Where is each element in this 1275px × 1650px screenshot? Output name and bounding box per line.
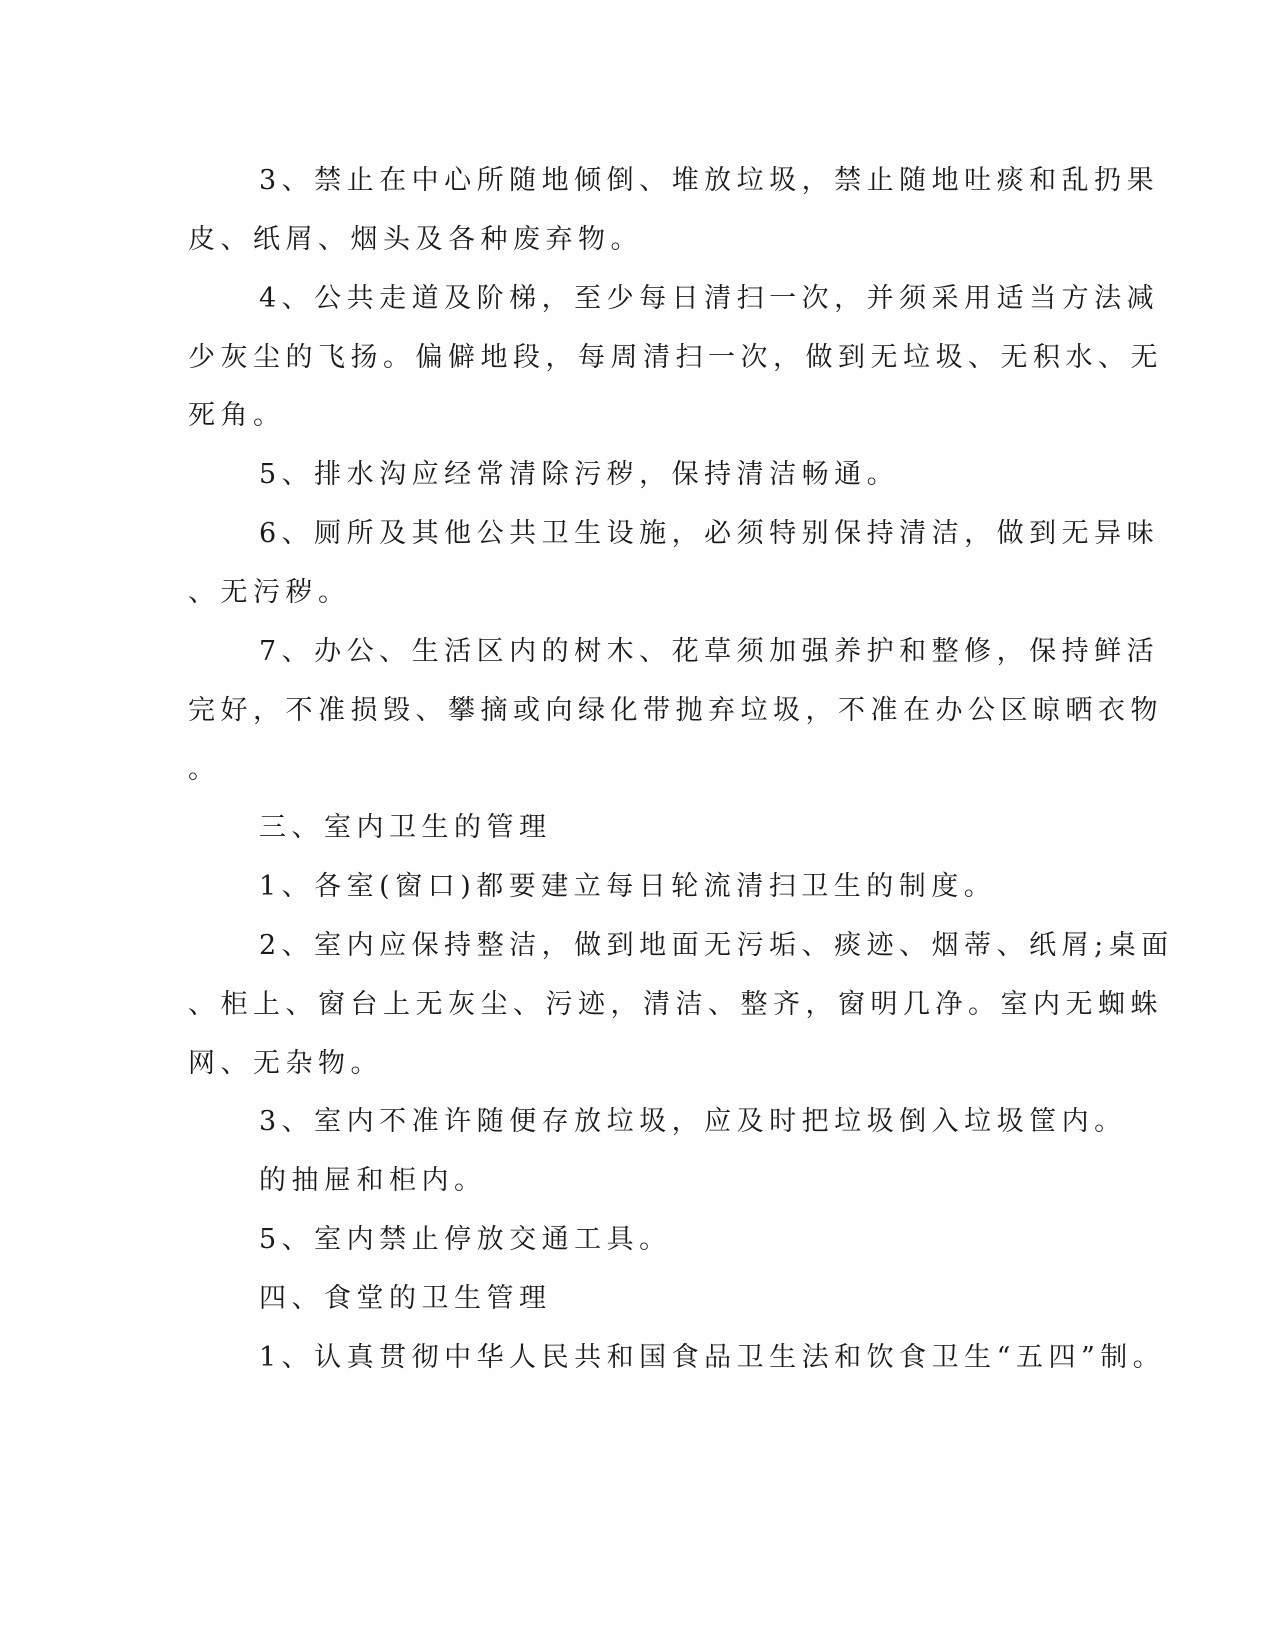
text-line: 3、禁止在中心所随地倾倒、堆放垃圾，禁止随地吐痰和乱扔果 xyxy=(259,165,1160,196)
text-line: 、无污秽。 xyxy=(188,577,351,608)
text-line: 6、厕所及其他公共卫生设施，必须特别保持清洁，做到无异味 xyxy=(259,518,1160,549)
text-line: 死角。 xyxy=(188,400,286,431)
text-line: 皮、纸屑、烟头及各种废弃物。 xyxy=(188,224,643,255)
text-line: 7、办公、生活区内的树木、花草须加强养护和整修，保持鲜活 xyxy=(259,636,1160,667)
text-line: 、柜上、窗台上无灰尘、污迹，清洁、整齐，窗明几净。室内无蜘蛛 xyxy=(188,989,1163,1020)
text-line: 2、室内应保持整洁，做到地面无污垢、痰迹、烟蒂、纸屑;桌面 xyxy=(259,930,1174,961)
text-line: 1、各室(窗口)都要建立每日轮流清扫卫生的制度。 xyxy=(259,871,997,902)
text-line: 3、室内不准许随便存放垃圾，应及时把垃圾倒入垃圾筐内。 xyxy=(259,1106,1127,1137)
text-line: 少灰尘的飞扬。偏僻地段，每周清扫一次，做到无垃圾、无积水、无 xyxy=(188,342,1163,373)
text-line: 网、无杂物。 xyxy=(188,1048,383,1079)
text-line: 4、公共走道及阶梯，至少每日清扫一次，并须采用适当方法减 xyxy=(259,283,1160,314)
text-line: 5、室内禁止停放交通工具。 xyxy=(259,1224,672,1255)
section-heading: 四、食堂的卫生管理 xyxy=(259,1283,552,1314)
section-heading: 三、室内卫生的管理 xyxy=(259,812,552,843)
text-line: 完好，不准损毁、攀摘或向绿化带抛弃垃圾，不准在办公区晾晒衣物 xyxy=(188,695,1163,726)
text-line: 的抽屉和柜内。 xyxy=(259,1165,487,1196)
text-line: 5、排水沟应经常清除污秽，保持清洁畅通。 xyxy=(259,459,900,490)
text-line: 。 xyxy=(188,754,221,785)
text-line: 1、认真贯彻中华人民共和国食品卫生法和饮食卫生“五四”制。 xyxy=(259,1342,1166,1373)
